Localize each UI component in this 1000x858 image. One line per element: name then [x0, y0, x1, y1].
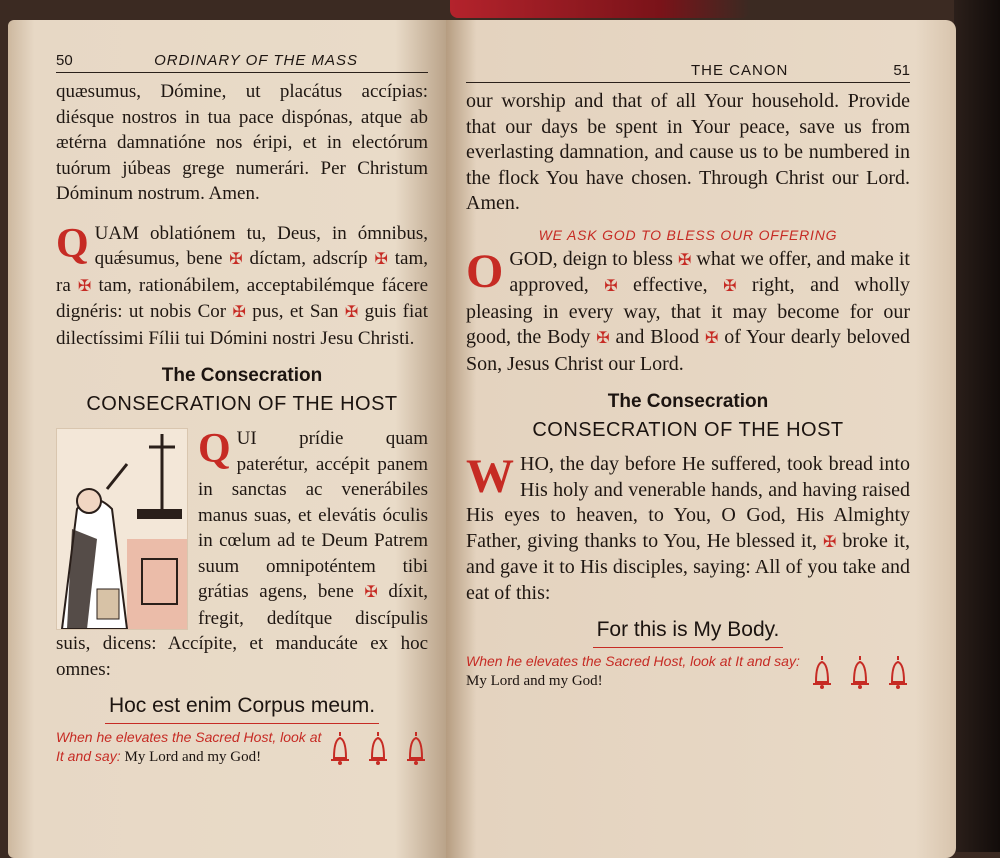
cross-icon: ✠ — [704, 330, 719, 347]
cross-icon: ✠ — [822, 533, 837, 551]
drop-cap: W — [466, 450, 514, 503]
cross-icon: ✠ — [723, 278, 737, 295]
subsection-title: CONSECRATION OF THE HOST — [532, 419, 844, 441]
consecration-words: Hoc est enim Corpus meum. — [56, 694, 428, 718]
latin-paragraph-1: quæsumus, Dómine, ut placátus accípias: diésque nostros in tua pace dispónas, atque ab ætérna damnatióne nos éripi, et in electórum tuórum júbeas grege numerári. Per Christum Dóminum nostrum. Amen. — [56, 81, 428, 204]
english-paragraph-1: our worship and that of all Your household. Provide that our days be spent in Your peace, save us from everlasting damnation, and cause us to be numbered in the flock You have chosen. Through Christ our Lord. Amen. — [466, 90, 910, 214]
page-number: 50 — [56, 52, 73, 69]
left-page — [8, 20, 448, 858]
cross-icon: ✠ — [677, 251, 692, 269]
bell-icon — [848, 654, 872, 690]
cross-icon: ✠ — [604, 278, 618, 295]
running-head: THE CANON — [690, 62, 789, 79]
cross-icon: ✠ — [374, 251, 388, 268]
drop-cap: Q — [198, 426, 231, 472]
cross-icon: ✠ — [232, 304, 246, 321]
subsection-title: CONSECRATION OF THE HOST — [86, 393, 398, 415]
cross-icon: ✠ — [364, 584, 378, 601]
cross-icon: ✠ — [596, 330, 610, 347]
rubric-response: My Lord and my God! — [124, 749, 262, 765]
english-paragraph-o-god — [466, 244, 911, 378]
bell-icon — [328, 730, 352, 766]
bell-icon — [404, 730, 428, 766]
rubric — [56, 728, 428, 767]
rubric-instruction: When he elevates the Sacred Host, look at It and say: — [466, 653, 800, 669]
paragraph-text: HO, the day before He suffered, took bread into His holy and venerable hands, and having raised His eyes to heaven, to You, O God, His Almighty Father, giving thanks to You, He blessed it, ✠ broke it, and gave it to His disciples, saying: All of you take and eat of this: — [466, 453, 910, 604]
paragraph-text: GOD, deign to bless ✠ what we offer, and make it approved, ✠ effective, ✠ right, and wholly pleasing in every way, that it may become for our good, the Body ✠ and Blood ✠ of Your dearly beloved Son, Jesus Christ our Lord. — [466, 247, 911, 375]
latin-paragraph-quam — [56, 221, 428, 352]
bell-icon — [366, 730, 390, 766]
rubric-instruction: When he elevates the Sacred Host, look at It and say: — [56, 729, 322, 764]
section-title: The Consecration — [161, 365, 323, 386]
priest-elevation-illustration — [56, 428, 188, 630]
cross-icon: ✠ — [344, 304, 359, 321]
paragraph-text: UAM oblatiónem tu, Deus, in ómnibus, quǽsumus, bene ✠ díctam, adscríp ✠ tam, ra ✠ tam, rationábilem, acceptabilémque fácere dignéris: ut nobis Cor ✠ pus, et San ✠ guis fiat dilectíssimi Fílii tui Dómini nostri Jesu Christi. — [56, 222, 428, 349]
red-heading: WE ASK GOD TO BLESS OUR OFFERING — [538, 226, 838, 243]
page-number: 51 — [893, 62, 910, 79]
open-missal — [0, 6, 1000, 858]
running-head: ORDINARY OF THE MASS — [154, 52, 358, 69]
drop-cap: Q — [56, 220, 89, 267]
bell-icon — [886, 654, 910, 690]
paragraph-text: UI prídie quam paterétur, accépit panem in sanctas ac venerábiles manus suas, et elevátis óculis in cœlum ad te Deum Patrem suum omnipoténtem tibi grátias agens, bene ✠ díxit, fregit, dedítque discípulis suis, dicens: Accípite, et manducáte ex hoc omnes: — [56, 428, 428, 680]
bell-group — [328, 730, 428, 766]
drop-cap: O — [466, 244, 504, 298]
consecration-words: For this is My Body. — [466, 618, 910, 642]
cross-icon: ✠ — [77, 277, 92, 295]
section-title: The Consecration — [607, 391, 769, 412]
cross-icon: ✠ — [229, 251, 243, 268]
right-page — [446, 20, 956, 858]
rubric — [466, 652, 910, 691]
english-paragraph-who — [466, 452, 910, 606]
bell-icon — [810, 654, 834, 690]
right-page-header — [466, 62, 910, 83]
rubric-response: My Lord and my God! — [466, 673, 603, 689]
bell-group — [810, 654, 910, 690]
left-page-header — [56, 52, 428, 73]
